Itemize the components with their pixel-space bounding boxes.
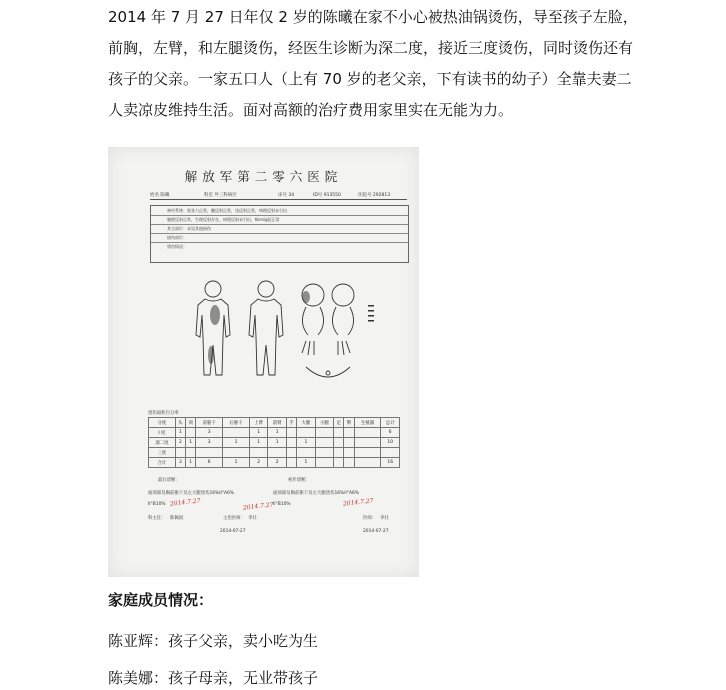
table-cell: 1	[249, 438, 268, 448]
table-cell	[344, 448, 354, 458]
table-cell	[344, 458, 354, 468]
table-cell	[334, 428, 344, 438]
attending-name: 李壮	[248, 516, 257, 521]
director-name: 陈佩国	[170, 516, 184, 521]
handwritten-stamp: 2014.7.27	[169, 497, 201, 508]
medical-record-image	[108, 147, 419, 577]
table-cell: 合计	[149, 458, 176, 468]
table-cell	[354, 448, 381, 458]
table-cell	[249, 448, 268, 458]
hospital-title: 解放军第二零六医院	[184, 169, 343, 184]
table-cell: 1	[297, 458, 316, 468]
table-cell: 3	[196, 438, 223, 448]
table-header-cell: 总计	[381, 418, 400, 428]
handwritten-stamp: 2014.7.27	[342, 497, 374, 508]
intro-line: 前胸，左臂，和左腿烫伤，经医生诊断为深二度，接近三度烫伤，同时烫伤还有	[108, 39, 634, 57]
intro-line: 孩子的父亲。一家五口人（上有 70 岁的老父亲，下有读书的幼子）全靠夫妻二	[108, 70, 632, 88]
table-cell: 1	[268, 438, 287, 448]
table-header-row	[149, 418, 400, 428]
table-cell	[334, 458, 344, 468]
patient-bed: 床号 34	[278, 193, 295, 198]
table-cell: 1	[186, 458, 196, 468]
table-header-cell: 头	[175, 418, 185, 428]
initial-diagnosis-text-2: II°B10%	[273, 502, 291, 507]
handwritten-stamp: 2014.7.27	[242, 501, 274, 512]
table-cell	[268, 448, 287, 458]
exam-row: 腹壁反射正常，生理反射存在，病理反射未引出，Kernig征正常	[151, 215, 408, 225]
exam-box	[150, 205, 409, 263]
table-cell	[354, 438, 381, 448]
table-cell	[223, 448, 250, 458]
table-cell	[354, 458, 381, 468]
table-cell: 6	[196, 458, 223, 468]
table-row	[149, 438, 400, 448]
table-cell: 2	[175, 438, 185, 448]
table-row	[149, 458, 400, 468]
exam-row: 烧伤部位：	[151, 233, 408, 243]
table-cell	[297, 448, 316, 458]
table-cell	[286, 458, 296, 468]
table-header-cell: 前躯干	[196, 418, 223, 428]
table-cell: 1	[297, 438, 316, 448]
intro-paragraph	[108, 2, 638, 126]
intro-line: 人卖凉皮维持生活。面对高额的治疗费用家里实在无能为力。	[108, 101, 514, 119]
table-cell: 1	[175, 428, 185, 438]
table-cell	[354, 428, 381, 438]
final-diagnosis-text: 面颈部及胸前躯干及左大腿烫伤16%II°A6%	[148, 491, 234, 496]
exam-row: 神经系统：肌张力正常，腱反射正常，浅反射正常，病理反射未引出	[151, 206, 408, 216]
table-cell: 深二度	[149, 438, 176, 448]
table-cell: 6	[381, 428, 400, 438]
table-cell: 1	[223, 458, 250, 468]
table-header-cell: 分度	[149, 418, 176, 428]
table-cell	[297, 428, 316, 438]
physician-name: 李壮	[380, 516, 389, 521]
final-diagnosis-text-2: II°B10%	[148, 502, 166, 507]
patient-admission: 住院号 292813	[358, 193, 391, 198]
patient-id: ID号 913550	[313, 193, 341, 198]
table-header-cell: 后躯干	[223, 418, 250, 428]
table-header-cell: 手	[286, 418, 296, 428]
table-header-cell: 上臂	[249, 418, 268, 428]
table-header-cell: 生殖器	[354, 418, 381, 428]
table-cell	[196, 448, 223, 458]
table-cell	[315, 448, 334, 458]
table-cell: 2	[268, 458, 287, 468]
table-cell	[286, 428, 296, 438]
patient-name: 姓名 陈曦	[150, 193, 170, 198]
exam-row: 其它部位：未见其他损伤	[151, 224, 408, 234]
attending-label: 主治医师：	[223, 516, 245, 521]
table-cell	[186, 448, 196, 458]
date-left: 2014-07-27	[220, 529, 246, 534]
table-header-cell: 前臂	[268, 418, 287, 428]
burn-table-title: 烧伤面积百分率	[148, 411, 179, 416]
exam-row: 烫伤情况：	[167, 244, 187, 249]
header-divider	[150, 199, 407, 200]
table-cell	[223, 428, 250, 438]
table-row	[149, 428, 400, 438]
table-cell: 3	[196, 428, 223, 438]
table-cell	[315, 458, 334, 468]
table-cell: 1	[186, 438, 196, 448]
family-member-father: 陈亚辉：孩子父亲，卖小吃为生	[108, 632, 319, 650]
date-right: 2014-07-27	[363, 529, 389, 534]
table-cell	[315, 428, 334, 438]
table-cell: 16	[381, 458, 400, 468]
table-cell	[315, 438, 334, 448]
initial-diagnosis-text: 面颈部及胸前躯干及左大腿烫伤16%II°A6%	[273, 491, 359, 496]
director-label: 科主任：	[148, 516, 166, 521]
table-cell	[175, 448, 185, 458]
table-cell: 三度	[149, 448, 176, 458]
table-cell	[186, 428, 196, 438]
table-row	[149, 448, 400, 458]
table-cell: 1	[223, 438, 250, 448]
family-member-mother: 陈美娜：孩子母亲，无业带孩子	[108, 669, 319, 687]
physician-label: 医师：	[363, 516, 377, 521]
table-cell	[286, 448, 296, 458]
final-diagnosis-label: 最后诊断：	[158, 478, 180, 483]
table-cell	[344, 438, 354, 448]
table-cell: 1	[249, 428, 268, 438]
table-cell	[344, 428, 354, 438]
table-cell	[381, 448, 400, 458]
table-header-cell: 足	[334, 418, 344, 428]
burn-area-table	[148, 417, 400, 468]
table-cell: 2	[249, 458, 268, 468]
family-section-title: 家庭成员情况：	[108, 591, 214, 609]
table-header-cell: 大腿	[297, 418, 316, 428]
body-diagram	[178, 275, 378, 395]
table-header-cell: 臀	[344, 418, 354, 428]
table-cell: 1	[268, 428, 287, 438]
table-header-cell: 小腿	[315, 418, 334, 428]
table-cell: 10	[381, 438, 400, 448]
initial-diagnosis-label: 初步诊断：	[288, 478, 310, 483]
intro-line: 2014 年 7 月 27 日年仅 2 岁的陈曦在家不小心被热油锅烫伤，导至孩子左脸，	[108, 8, 638, 26]
table-cell	[334, 448, 344, 458]
table-cell: I 度	[149, 428, 176, 438]
table-cell: 3	[175, 458, 185, 468]
table-cell	[286, 438, 296, 448]
table-header-cell: 颈	[186, 418, 196, 428]
table-cell	[334, 438, 344, 448]
patient-dept: 科室 外三科病区	[204, 193, 237, 198]
